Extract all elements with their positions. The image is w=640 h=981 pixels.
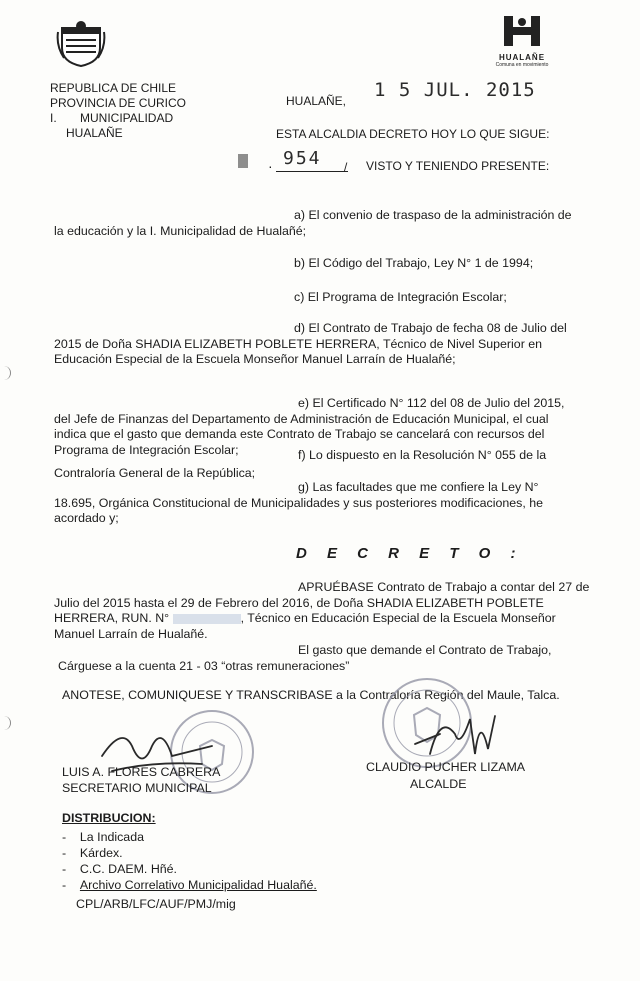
consideration-g — [54, 480, 604, 527]
consideration-e-line-3: indica que el gasto que demanda este Contrato de Trabajo se cancelará con recursos del — [54, 427, 545, 441]
distribution-initials: CPL/ARB/LFC/AUF/PMJ/mig — [76, 897, 236, 911]
consideration-d-line-2: 2015 de Doña SHADIA ELIZABETH POBLETE HERRERA, Técnico de Nivel Superior en — [54, 336, 543, 351]
consideration-d-line-1: d) El Contrato de Trabajo de fecha 08 de Julio del — [294, 321, 567, 335]
consideration-g-line-2: 18.695, Orgánica Constitucional de Municipalidades y sus posteriores modificaciones, he — [54, 495, 544, 510]
hualane-logo — [494, 14, 550, 70]
resolution-line-4: Manuel Larraín de Hualañé. — [54, 626, 208, 641]
decree-number: 954 — [283, 148, 322, 169]
resolution-run-label: HERRERA, RUN. N° — [54, 611, 170, 625]
decree-number-underline — [276, 171, 348, 172]
punch-mark-top — [0, 366, 11, 380]
hualane-logo-name: HUALAÑE — [498, 53, 546, 62]
decree-number-dot: · — [268, 158, 273, 174]
alcalde-name: CLAUDIO PUCHER LIZAMA — [366, 760, 526, 774]
header-place: HUALAÑE, — [286, 94, 347, 108]
chile-coat-of-arms-logo — [56, 18, 106, 68]
date-stamp: 1 5 JUL. 2015 — [374, 79, 536, 101]
consideration-g-line-1: g) Las facultades que me confiere la Ley N° — [298, 480, 539, 494]
consideration-c: c) El Programa de Integración Escolar; — [294, 290, 507, 304]
consideration-e-line-2: del Jefe de Finanzas del Departamento de Administración de Educación Municipal, el cual — [54, 411, 549, 426]
consideration-d — [54, 321, 602, 368]
distribution-item: - La Indicada — [62, 830, 144, 844]
resolution-paragraph — [54, 580, 606, 642]
resolution-gasto: El gasto que demande el Contrato de Trabajo, — [298, 643, 552, 657]
consideration-g-line-3: acordado y; — [54, 511, 119, 525]
header-municipality: I. MUNICIPALIDAD — [50, 111, 174, 125]
header-country: REPUBLICA DE CHILE — [50, 81, 177, 95]
header-left-block — [50, 81, 186, 141]
consideration-f-right: f) Lo dispuesto en la Resolución N° 055 de la — [298, 448, 547, 462]
resolution-line-2: Julio del 2015 hasta el 29 de Febrero del 2016, de Doña SHADIA ELIZABETH POBLETE — [54, 595, 544, 610]
alcalde-title: ALCALDE — [410, 777, 467, 791]
decreto-title: D E C R E T O : — [296, 545, 524, 562]
distribution-item: - Archivo Correlativo Municipalidad Hualañé. — [62, 878, 317, 892]
visto-label: VISTO Y TENIENDO PRESENTE: — [366, 159, 550, 173]
distribution-item: - C.C. DAEM. Hñé. — [62, 862, 177, 876]
header-province: PROVINCIA DE CURICO — [50, 96, 187, 110]
consideration-f-left: Contraloría General de la República; — [54, 466, 256, 480]
consideration-a-line-1: a) El convenio de traspaso de la administración de — [294, 208, 572, 222]
decree-number-slash: / — [344, 160, 348, 174]
resolution-run-rest: , Técnico en Educación Especial de la Escuela Monseñor — [240, 611, 556, 625]
run-number-redacted — [173, 614, 241, 624]
secretario-name: LUIS A. FLORES CABRERA — [62, 765, 221, 779]
distribution-list — [62, 829, 317, 893]
decree-number-mark-icon — [238, 154, 248, 168]
esta-alcaldia: ESTA ALCALDIA DECRETO HOY LO QUE SIGUE: — [276, 127, 550, 141]
consideration-a — [54, 208, 600, 239]
distribution-item: - Kárdex. — [62, 846, 123, 860]
secretario-title: SECRETARIO MUNICIPAL — [62, 781, 212, 795]
consideration-e-line-4: Programa de Integración Escolar; — [54, 442, 239, 457]
punch-mark-bottom — [0, 716, 11, 730]
consideration-e-line-1: e) El Certificado N° 112 del 08 de Julio del 2015, — [298, 396, 565, 410]
consideration-a-line-2: la educación y la I. Municipalidad de Hualañé; — [54, 223, 307, 238]
hualane-logo-tagline: Comuna en movimiento — [495, 62, 549, 68]
resolution-cuenta: Cárguese a la cuenta 21 - 03 “otras remuneraciones” — [58, 659, 350, 673]
signature-alcalde — [400, 694, 520, 764]
consideration-b: b) El Código del Trabajo, Ley N° 1 de 1994; — [294, 256, 534, 270]
header-town: HUALAÑE — [66, 126, 123, 140]
anotese: ANOTESE, COMUNIQUESE Y TRANSCRIBASE a la Contraloría Región del Maule, Talca. — [62, 688, 560, 702]
distribution-title: DISTRIBUCION: — [62, 811, 156, 825]
resolution-line-3 — [54, 611, 606, 627]
resolution-line-1: APRUÉBASE Contrato de Trabajo a contar del 27 de — [298, 580, 590, 594]
consideration-d-line-3: Educación Especial de la Escuela Monseñor Manuel Larraín de Hualañé; — [54, 352, 456, 366]
